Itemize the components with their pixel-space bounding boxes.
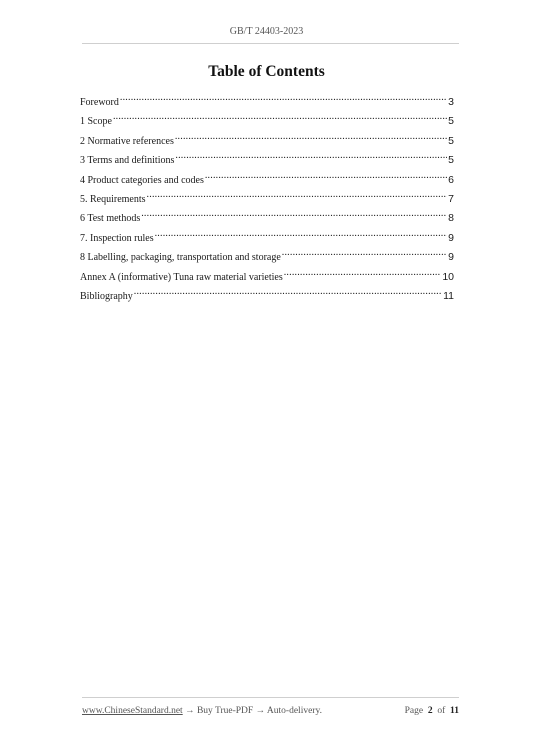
- toc-entry-page: 7: [448, 192, 454, 205]
- toc-entry-page: 3: [448, 96, 454, 108]
- toc-entry-label: 4 Product categories and codes: [80, 174, 204, 186]
- site-link[interactable]: www.ChineseStandard.net: [82, 706, 183, 716]
- toc-entry-page: 9: [448, 251, 454, 264]
- page-word: Page: [404, 706, 424, 716]
- toc-list: [80, 91, 454, 304]
- toc-entry-page: 8: [448, 212, 454, 225]
- auto-delivery-text: Auto-delivery.: [266, 706, 322, 716]
- toc-leader-dots: [175, 130, 447, 144]
- toc-entry-page: 5: [448, 134, 454, 147]
- toc-entry-bibliography[interactable]: [80, 285, 454, 304]
- toc-entry-inspection-rules[interactable]: [80, 227, 454, 246]
- toc-leader-dots: [141, 207, 447, 221]
- toc-entry-normative-references[interactable]: [80, 130, 454, 149]
- toc-entry-page: 5: [448, 115, 454, 128]
- toc-leader-dots: [147, 188, 448, 202]
- toc-entry-page: 5: [448, 154, 454, 167]
- toc-entry-foreword[interactable]: [80, 91, 454, 110]
- toc-entry-label: 7. Inspection rules: [80, 232, 154, 244]
- toc-entry-requirements[interactable]: [80, 188, 454, 207]
- buy-true-pdf-text: Buy True-PDF: [196, 706, 254, 716]
- toc-leader-dots: [134, 285, 442, 299]
- footer-divider: [82, 697, 459, 698]
- toc-entry-labelling-packaging[interactable]: [80, 246, 454, 265]
- toc-leader-dots: [155, 227, 448, 241]
- toc-title: Table of Contents: [208, 63, 325, 80]
- toc-leader-dots: [175, 149, 447, 163]
- toc-entry-label: 3 Terms and definitions: [80, 155, 175, 167]
- total-page-count: 11: [450, 706, 459, 716]
- toc-leader-dots: [284, 266, 442, 280]
- toc-entry-terms-and-definitions[interactable]: [80, 149, 454, 168]
- running-header: GB/T 24403-2023: [229, 26, 304, 37]
- toc-entry-label: 2 Normative references: [80, 135, 174, 147]
- toc-entry-scope[interactable]: [80, 110, 454, 129]
- arrow-right-icon: →: [255, 706, 266, 716]
- toc-entry-label: 1 Scope: [80, 116, 112, 128]
- page-number: [405, 706, 459, 716]
- of-word: of: [437, 706, 446, 716]
- toc-leader-dots: [282, 246, 447, 260]
- toc-entry-page: 10: [442, 270, 454, 283]
- toc-entry-label: 8 Labelling, packaging, transportation and storage: [80, 252, 281, 264]
- toc-entry-product-categories[interactable]: [80, 169, 454, 188]
- toc-entry-page: 11: [443, 289, 454, 302]
- toc-entry-page: 6: [448, 173, 454, 186]
- toc-leader-dots: [113, 110, 447, 124]
- toc-entry-annex-a[interactable]: [80, 266, 454, 285]
- toc-leader-dots: [205, 169, 447, 183]
- header-divider: [82, 43, 459, 44]
- toc-entry-label: 5. Requirements: [80, 193, 146, 205]
- toc-entry-label: Foreword: [80, 97, 119, 108]
- toc-entry-label: Annex A (informative) Tuna raw material varieties: [80, 271, 283, 283]
- toc-entry-label: 6 Test methods: [80, 213, 141, 225]
- toc-entry-test-methods[interactable]: [80, 207, 454, 226]
- toc-entry-label: Bibliography: [80, 290, 133, 302]
- toc-leader-dots: [120, 91, 447, 105]
- arrow-right-icon: →: [185, 706, 195, 716]
- footer-promo: [82, 706, 322, 716]
- current-page-number: 2: [427, 706, 433, 716]
- toc-entry-page: 9: [448, 231, 454, 244]
